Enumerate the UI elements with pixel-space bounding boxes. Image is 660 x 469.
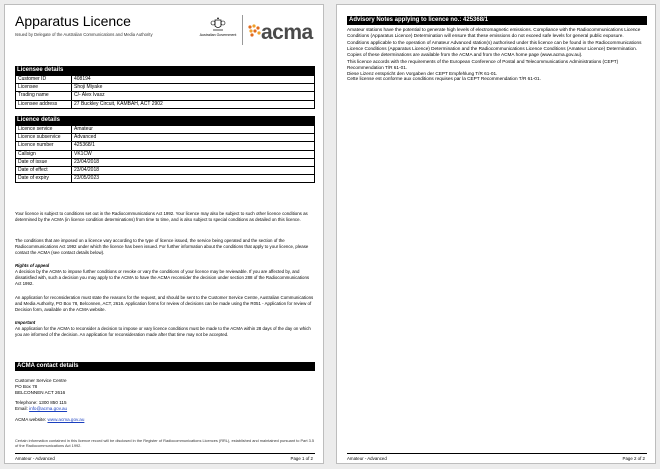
row-value: 23/05/2023 bbox=[72, 175, 315, 183]
register-footnote: Certain information contained in this licence record will be disclosed in the Register of Radiocommunications Licences (RRL), established and maintained pursuant to Part 3.5 of the Radiocommunications Act 1992. bbox=[15, 438, 315, 448]
page-subtitle: Issued by Delegate of the Australian Communications and Media Authority bbox=[15, 32, 153, 37]
rights-of-appeal-heading: Rights of appeal bbox=[15, 263, 50, 268]
table-row bbox=[16, 158, 315, 166]
contact-line: Customer Service Centre bbox=[15, 378, 67, 383]
rights-of-appeal-block bbox=[15, 263, 315, 287]
row-value: 23/04/2018 bbox=[72, 167, 315, 175]
coat-of-arms-icon bbox=[210, 17, 226, 32]
table-row bbox=[16, 100, 315, 108]
acma-contact-details bbox=[15, 378, 265, 423]
row-label: Licensee address bbox=[16, 100, 72, 108]
row-value: VK1CW bbox=[72, 150, 315, 158]
row-label: Date of issue bbox=[16, 158, 72, 166]
contact-telephone: Telephone: 1300 850 115 bbox=[15, 400, 67, 406]
table-row bbox=[16, 84, 315, 92]
contact-line: BELCONNEN ACT 2616 bbox=[15, 389, 66, 395]
advisory-paragraph: Amateur stations have the potential to generate high levels of electromagnetic emissions. Compliance with the Radiocommunications Licence Conditions (Apparatus Licence) Determination will ensure that these emissions do not exceed safe levels for general public exposure. bbox=[347, 27, 641, 38]
footer-page-number: Page 2 of 2 bbox=[622, 456, 645, 461]
row-label: Licence service bbox=[16, 126, 72, 134]
row-value: C/- Alex Ivasz bbox=[72, 92, 315, 100]
licensee-details-section bbox=[15, 66, 315, 109]
advisory-notes-heading: Advisory Notes applying to licence no.: 425368/1 bbox=[347, 16, 647, 25]
website-link[interactable]: www.acma.gov.au bbox=[47, 416, 85, 422]
row-label: Date of effect bbox=[16, 167, 72, 175]
row-value: 408194 bbox=[72, 76, 315, 84]
row-label: Date of expiry bbox=[16, 175, 72, 183]
licence-page-1 bbox=[4, 4, 324, 464]
licence-details-heading: Licence details bbox=[15, 116, 315, 125]
website-label: ACMA website: bbox=[15, 416, 48, 422]
table-row bbox=[16, 134, 315, 142]
footer-divider bbox=[347, 453, 647, 454]
footer-divider bbox=[15, 453, 315, 454]
conditions-vary-paragraph: The conditions that are imposed on a licence vary according to the type of licence issued, the service being operated and the section of the Radiocommunications Act 1992 under which the licence has been issued. For further information about the conditions that apply to your licence, please contact the ACMA (see contact details below). bbox=[15, 238, 309, 255]
row-label: Licence subservice bbox=[16, 134, 72, 142]
advisory-paragraph: This licence accords with the requirements of the European Conference of Postal and Telecommunications Administrations (CEPT) Recommendation T/R 61-01. bbox=[347, 58, 619, 70]
row-value: Shoji Miyake bbox=[72, 84, 315, 92]
licensee-details-table bbox=[15, 75, 315, 109]
acma-wordmark: acma bbox=[261, 21, 313, 44]
table-row bbox=[16, 167, 315, 175]
australian-government-logo bbox=[198, 17, 238, 37]
important-block bbox=[15, 320, 315, 338]
reconsideration-paragraph: An application for reconsideration must state the reasons for the request, and should be sent to the Customer Service Centre, Australian Communications and Media Authority, PO Box 78, Belconnen, ACT, 2616. Application forms for review of decisions can be made using the R051 - Application for review of Decision form, available on the ACMA website. bbox=[15, 295, 314, 312]
table-row bbox=[16, 150, 315, 158]
important-heading: Important bbox=[15, 320, 36, 325]
contact-website-line bbox=[15, 417, 265, 423]
table-row bbox=[16, 142, 315, 150]
row-label: Trading name bbox=[16, 92, 72, 100]
licence-details-table bbox=[15, 125, 315, 183]
acma-logo bbox=[247, 21, 317, 47]
advisory-paragraph: Diese Lizenz entspricht den Vorgaben der CEPT Empfehlung T/R 61-01. bbox=[347, 70, 498, 76]
licence-page-2 bbox=[336, 4, 656, 464]
advisory-paragraph: Conditions applicable to the operation of Amateur Advanced station(s) authorised under this licence can be found in the Radiocommunications Licence Conditions (Apparatus Licence) Determination and the Radiocommunications Licence Conditions (Amateur Licence) Determination. Copies of these determinations are available from the ACMA and from the ACMA home page (www.acma.gov.au). bbox=[347, 40, 642, 57]
acma-contact-section bbox=[15, 362, 315, 371]
page-title: Apparatus Licence bbox=[15, 13, 131, 29]
licence-details-section bbox=[15, 116, 315, 183]
email-label: Email: bbox=[15, 406, 30, 412]
important-text: An application for the ACMA to reconsider a decision to impose or vary licence conditions must be made to the ACMA within 28 days of the day on which you are informed of the decision. An application for reconsideration made after that time may not be accepted. bbox=[15, 325, 311, 337]
row-label: Licensee bbox=[16, 84, 72, 92]
table-row bbox=[16, 76, 315, 84]
table-row bbox=[16, 92, 315, 100]
table-row bbox=[16, 175, 315, 183]
gov-label: Australian Government bbox=[199, 33, 237, 37]
email-link[interactable]: info@acma.gov.au bbox=[29, 406, 68, 412]
acma-dots-icon bbox=[247, 23, 261, 45]
logo-divider bbox=[242, 15, 243, 45]
conditions-paragraph: Your licence is subject to conditions set out in the Radiocommunications Act 1992. Your licence may also be subject to such other licence conditions as determined by the ACMA (in licence condition determinations) from time to time, and is also subject to special conditions as detailed on this licence. bbox=[15, 211, 308, 222]
table-row bbox=[16, 126, 315, 134]
contact-line: PO Box 78 bbox=[15, 383, 38, 389]
row-value: 425368/1 bbox=[72, 142, 315, 150]
footer-licence-type: Amateur - Advanced bbox=[347, 456, 387, 461]
advisory-notes-body bbox=[347, 27, 645, 82]
acma-contact-heading: ACMA contact details bbox=[15, 362, 315, 371]
row-value: Amateur bbox=[72, 126, 315, 134]
row-value: 23/04/2018 bbox=[72, 158, 315, 166]
row-value: 27 Buckley Circuit, KAMBAH, ACT 2902 bbox=[72, 100, 315, 108]
rights-of-appeal-text: A decision by the ACMA to impose further conditions or revoke or vary the conditions of your licence may be reviewable. If you are affected by, and dissatisfied with, such a decision you may apply to the ACMA to have the ACMA reconsider the decision under section 288 of the Radiocommunications Act 1992. bbox=[15, 268, 310, 286]
row-label: Customer ID bbox=[16, 76, 72, 84]
footer-page-number: Page 1 of 2 bbox=[290, 456, 313, 461]
footer-licence-type: Amateur - Advanced bbox=[15, 456, 55, 461]
row-label: Licence number bbox=[16, 142, 72, 150]
row-value: Advanced bbox=[72, 134, 315, 142]
advisory-paragraph: Cette license est conforme aux conditions requises par la CEPT Recommendation T/R 61-01. bbox=[347, 76, 541, 82]
licensee-details-heading: Licensee details bbox=[15, 66, 315, 75]
row-label: Callsign bbox=[16, 150, 72, 158]
